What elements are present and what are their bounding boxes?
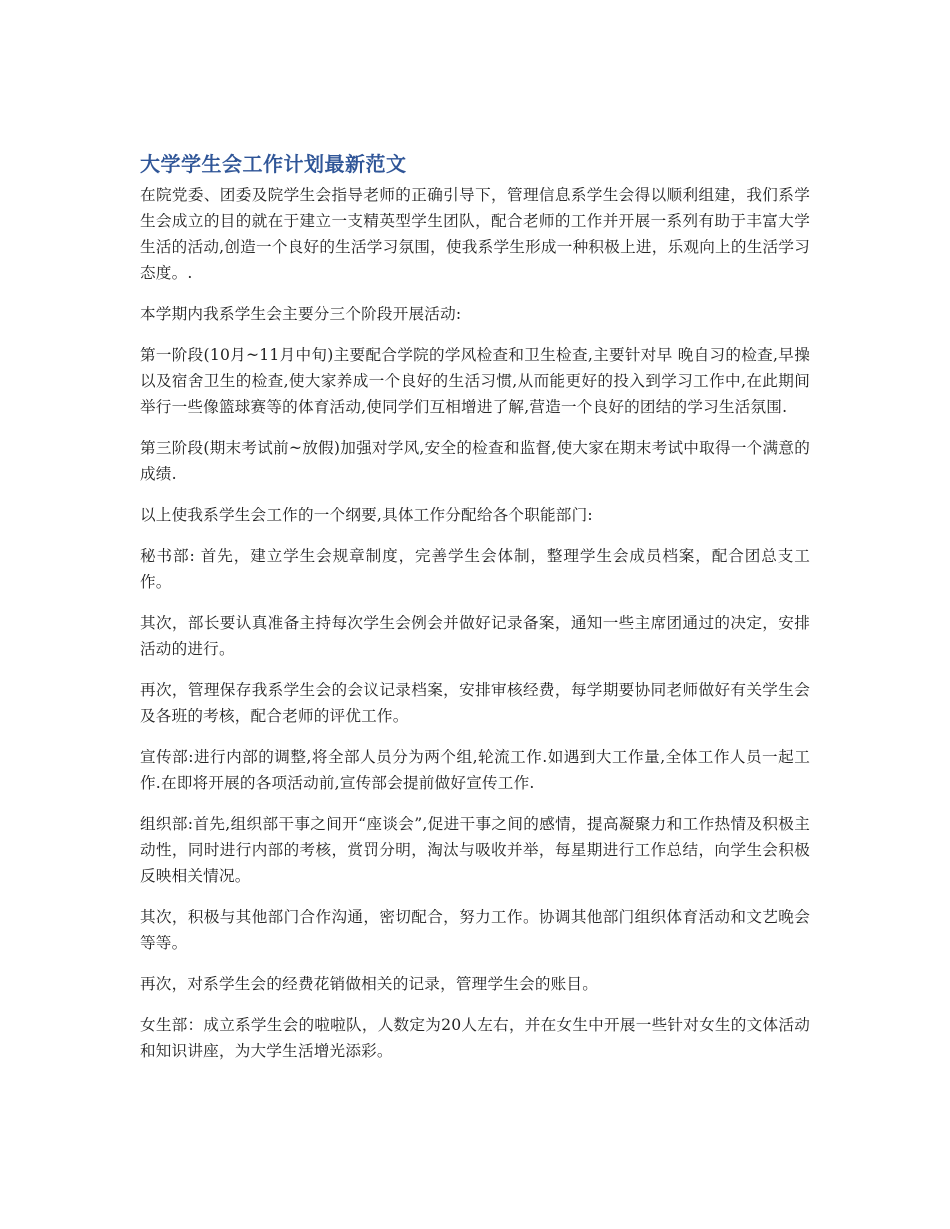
paragraph-secretariat: 秘书部: 首先，建立学生会规章制度，完善学生会体制，整理学生会成员档案，配合团总支工作。 xyxy=(140,547,810,591)
paragraph-secretariat-second: 其次，部长要认真准备主持每次学生会例会并做好记录备案，通知一些主席团通过的决定，安排活动的进行。 xyxy=(140,614,810,658)
paragraph-stage-one: 第一阶段(10月~11月中旬)主要配合学院的学风检查和卫生检查,主要针对早 晚自习的检查,早操以及宿舍卫生的检查,使大家养成一个良好的生活习惯,从而能更好的投入到学习工作中,在此期间举行一些像篮球赛等的体育活动,使同学们互相增进了解,营造一个良好的团结的学习生活氛围. xyxy=(140,346,810,416)
paragraph-intro: 在院党委、团委及院学生会指导老师的正确引导下，管理信息系学生会得以顺利组建，我们系学生会成立的目的就在于建立一支精英型学生团队，配合老师的工作并开展一系列有助于丰富大学生活的活动,创造一个良好的生活学习氛围，使我系学生形成一种积极上进，乐观向上的生活学习态度。. xyxy=(140,186,810,282)
document-title: 大学学生会工作计划最新范文 xyxy=(140,152,407,176)
document-page xyxy=(140,150,810,1079)
paragraph-stage-three: 第三阶段(期末考试前~放假)加强对学风,安全的检查和监督,使大家在期末考试中取得一个满意的成绩. xyxy=(140,439,810,483)
paragraph-outline: 以上使我系学生会工作的一个纲要,具体工作分配给各个职能部门: xyxy=(140,506,593,524)
paragraph-organization-third: 再次，对系学生会的经费花销做相关的记录，管理学生会的账目。 xyxy=(140,975,599,993)
paragraph-publicity: 宣传部:进行内部的调整,将全部人员分为两个组,轮流工作.如遇到大工作量,全体工作人员一起工作.在即将开展的各项活动前,宣传部会提前做好宣传工作. xyxy=(140,748,810,792)
paragraph-organization: 组织部:首先,组织部干事之间开“座谈会”,促进干事之间的感情，提高凝聚力和工作热情及积极主动性，同时进行内部的考核，赏罚分明，淘汰与吸收并举，每星期进行工作总结，向学生会积极反映相关情况。 xyxy=(140,815,810,885)
paragraph-women-department: 女生部：成立系学生会的啦啦队，人数定为20人左右，并在女生中开展一些针对女生的文体活动和知识讲座，为大学生活增光添彩。 xyxy=(140,1016,810,1060)
paragraph-stages-overview: 本学期内我系学生会主要分三个阶段开展活动: xyxy=(140,305,462,323)
paragraph-organization-second: 其次，积极与其他部门合作沟通，密切配合，努力工作。协调其他部门组织体育活动和文艺晚会等等。 xyxy=(140,908,810,952)
paragraph-secretariat-third: 再次，管理保存我系学生会的会议记录档案，安排审核经费，每学期要协同老师做好有关学生会及各班的考核，配合老师的评优工作。 xyxy=(140,681,810,725)
